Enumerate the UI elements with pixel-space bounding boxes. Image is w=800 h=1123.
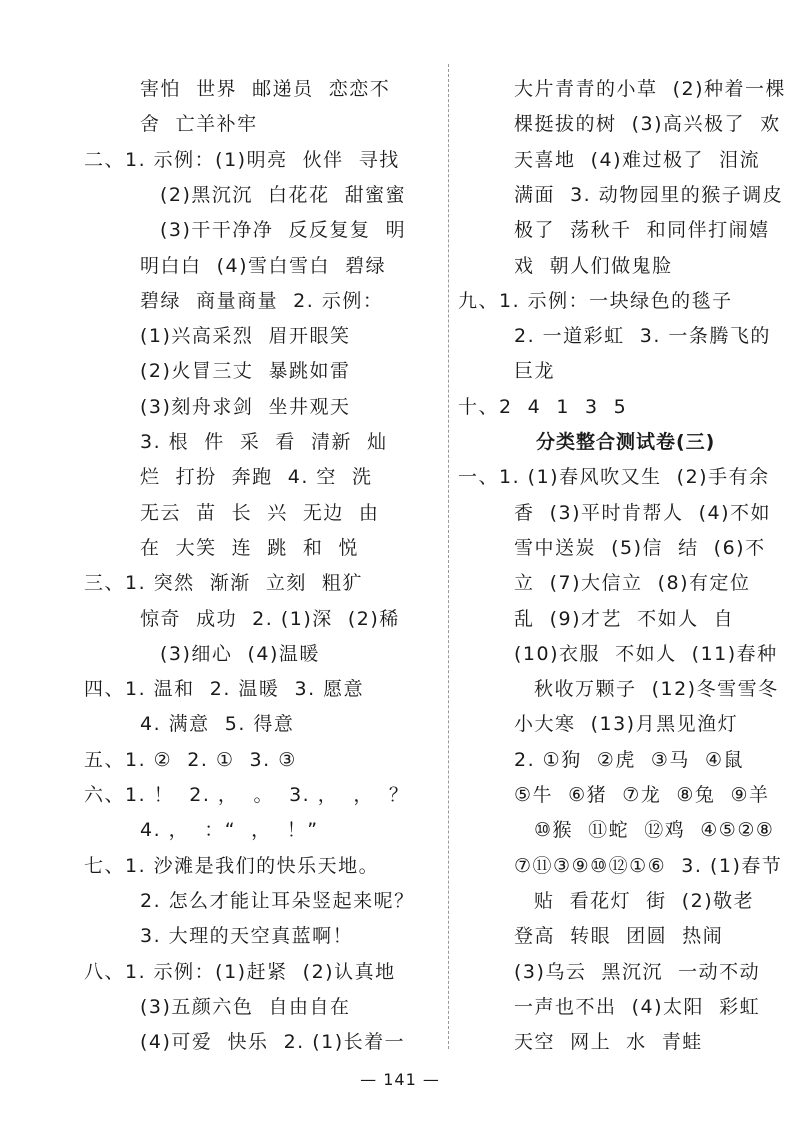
answer-line: 4. 满意 5. 得意 — [140, 713, 295, 736]
answer-line: 天喜地 (4)难过极了 泪流 — [514, 148, 761, 171]
answer-line: 4. ， ：“ ， ！” — [140, 819, 319, 842]
answer-line: 香 (3)平时肯帮人 (4)不如 — [514, 501, 771, 524]
answer-line: 十、2 4 1 3 5 — [458, 395, 628, 418]
answer-line: 立 (7)大信立 (8)有定位 — [514, 572, 751, 595]
answer-line: 碧绿 商量商量 2. 示例： — [140, 289, 384, 312]
answer-line: 登高 转眼 团圆 热闹 — [514, 925, 724, 948]
answer-line: 一声也不出 (4)太阳 彩虹 — [514, 995, 761, 1018]
answer-line: (4)可爱 快乐 2. (1)长着一 — [140, 1031, 406, 1054]
answer-line: (2)黑沉沉 白花花 甜蜜蜜 — [160, 183, 407, 206]
answer-line: 害怕 世界 邮递员 恋恋不 — [140, 78, 391, 100]
answer-line: 五、1. ② 2. ① 3. ③ — [84, 748, 297, 771]
answer-line: 小大寒 (13)月黑见渔灯 — [514, 713, 739, 736]
answer-line: 二、1. 示例：(1)明亮 伙伴 寻找 — [84, 148, 400, 171]
answer-line: (1)兴高采烈 眉开眼笑 — [140, 325, 351, 348]
answer-line: 大片青青的小草 (2)种着一棵 — [514, 78, 786, 100]
answer-line: ⑤牛 ⑥猪 ⑦龙 ⑧兔 ⑨羊 — [514, 784, 770, 806]
answer-line: 3. 大理的天空真蓝啊！ — [140, 925, 354, 948]
answer-line: 贴 看花灯 街 (2)敬老 — [534, 889, 755, 912]
answer-line: ⑦⑪③⑨⑩⑫①⑥ 3. (1)春节 — [514, 854, 783, 877]
answer-line: (3)刻舟求剑 坐井观天 — [140, 395, 351, 418]
answer-line: 惊奇 成功 2. (1)深 (2)稀 — [140, 607, 400, 630]
answer-line: (2)火冒三丈 暴跳如雷 — [140, 360, 351, 383]
answer-line: 极了 荡秋千 和同伴打闹嬉 — [514, 219, 770, 242]
answer-line: ⑩猴 ⑪蛇 ⑫鸡 ④⑤②⑧ — [534, 819, 775, 842]
answer-line: 在 大笑 连 跳 和 悦 — [140, 536, 359, 559]
answer-line: (3)干干净净 反反复复 明 — [160, 219, 407, 242]
answer-line: 烂 打扮 奔跑 4. 空 洗 — [140, 466, 373, 489]
page-number: — 141 — — [360, 1070, 440, 1089]
answer-line: (3)五颜六色 自由自在 — [140, 995, 351, 1018]
section-title: 分类整合测试卷(三) — [536, 431, 716, 453]
answer-line: 六、1. ！ 2. ， 。 3. ， ， ？ — [84, 784, 410, 806]
answer-line: 2. 怎么才能让耳朵竖起来呢？ — [140, 889, 415, 912]
answer-line: 满面 3. 动物园里的猴子调皮 — [514, 183, 784, 206]
answer-line: 2. 一道彩虹 3. 一条腾飞的 — [514, 325, 771, 348]
answer-line: 明白白 (4)雪白雪白 碧绿 — [140, 254, 387, 277]
column-divider — [448, 64, 450, 1049]
answer-line: (10)衣服 不如人 (11)春种 — [514, 642, 778, 665]
answer-line: 秋收万颗子 (12)冬雪雪冬 — [534, 678, 779, 701]
answer-line: (3)乌云 黑沉沉 一动不动 — [514, 960, 761, 983]
answer-line: (3)细心 (4)温暖 — [160, 642, 320, 665]
answer-line: 棵挺拔的树 (3)高兴极了 欢 — [514, 113, 781, 136]
answer-line: 乱 (9)才艺 不如人 自 — [514, 607, 735, 630]
answer-line: 无云 苗 长 兴 无边 由 — [140, 501, 380, 524]
answer-line: 一、1. (1)春风吹又生 (2)手有余 — [458, 466, 770, 489]
answer-line: 四、1. 温和 2. 温暖 3. 愿意 — [84, 678, 365, 701]
answer-line: 巨龙 — [514, 360, 556, 383]
answer-line: 2. ①狗 ②虎 ③马 ④鼠 — [514, 748, 745, 771]
answer-line: 雪中送炭 (5)信 结 (6)不 — [514, 536, 766, 559]
answer-line: 舍 亡羊补牢 — [140, 113, 258, 136]
answer-line: 3. 根 件 采 看 清新 灿 — [140, 431, 388, 453]
answer-line: 戏 朝人们做鬼脸 — [514, 254, 673, 277]
answer-line: 八、1. 示例：(1)赶紧 (2)认真地 — [84, 960, 396, 983]
answer-line: 三、1. 突然 渐渐 立刻 粗犷 — [84, 572, 363, 595]
answer-line: 天空 网上 水 青蛙 — [514, 1031, 703, 1054]
answer-line: 九、1. 示例：一块绿色的毯子 — [458, 289, 733, 312]
answer-line: 七、1. 沙滩是我们的快乐天地。 — [84, 854, 380, 877]
